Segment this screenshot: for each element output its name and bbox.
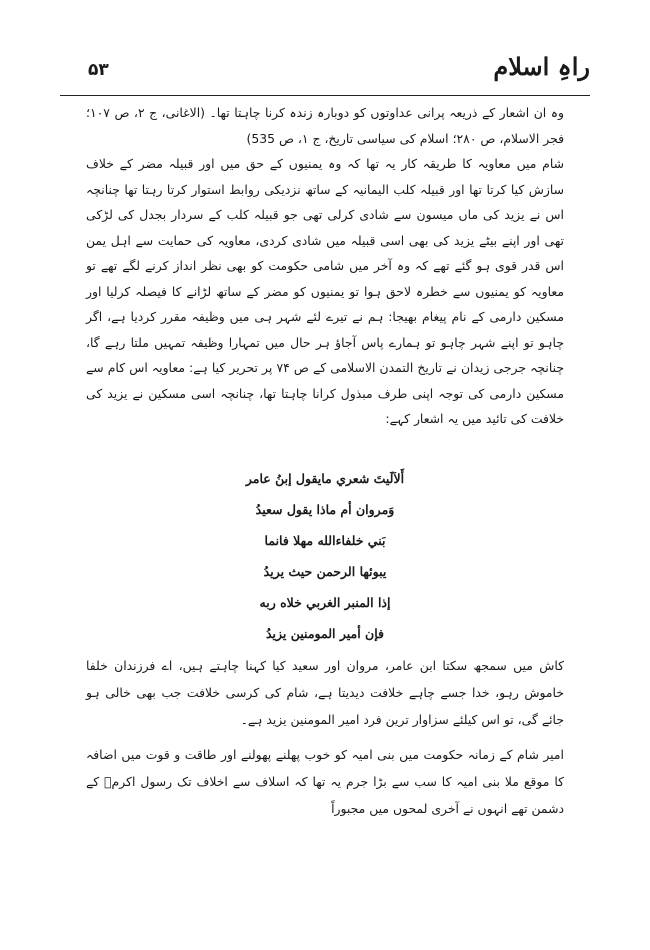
citation-paragraph: وہ ان اشعار کے ذریعہ پرانی عداوتوں کو دوبارہ زندہ کرنا چاہتا تھا۔ (الاغانی، ج ۲، ص ۱۰۷؛ فجر الاسلام، ص ۲۸۰؛ اسلام کی سیاسی تاریخ، ج ۱، ص 535)	[86, 105, 564, 146]
arabic-verses	[86, 463, 564, 649]
header-divider	[60, 95, 590, 96]
verse-line: أَلاَلَيتَ شعري مايقول إبنُ عامر	[245, 471, 405, 486]
paragraph-gap	[86, 733, 564, 741]
running-title: راہِ اسلام	[493, 52, 590, 81]
body-text-top	[86, 100, 564, 432]
translation-paragraph: کاش میں سمجھ سکتا ابن عامر، مروان اور سعید کیا کہنا چاہتے ہیں، اے فرزندان خلفا خاموش رہو، خدا جسے چاہے خلافت دیدیتا ہے، شام کی کرسی خلافت جب بھی خالی ہو جائے گی، تو اس کیلئے سزاوار ترین فرد امیر المومنین یزید ہے۔	[86, 658, 564, 727]
verse-line: إذا المنبر الغربي خلاه ربه	[259, 595, 391, 610]
main-paragraph: شام میں معاویہ کا طریقہ کار یہ تھا کہ وہ یمنیوں کے حق میں اور قبیلہ مضر کے خلاف سازش کیا کرتا تھا اور قبیلہ کلب الیمانیہ کے ساتھ نزدیکی روابط استوار کرتا رہتا تھا چنانچہ اس نے یزید کی ماں میسون سے شادی کرلی تھی جو قبیلہ کلب کے سردار بجدل کی لڑکی تھی اور اپنے بیٹے یزید کی بھی اسی قبیلہ میں شادی کردی، معاویہ کی حمایت سے اہل یمن اس قدر قوی ہو گئے تھے کہ وہ آخر میں شامی حکومت کو بھی نظر انداز کرنے لگے تھے تو معاویہ کو یمنیوں سے خطرہ لاحق ہوا تو یمنیوں کو مضر کے ساتھ لڑانے کا فیصلہ کرلیا اور مسکین دارمی کے نام پیغام بھیجا: ہم نے تیرے لئے شہر ہی میں وظیفہ مقرر کردیا ہے، اگر چاہو تو اپنے شہر چاہو تو ہمارے پاس آجاؤ ہر حال میں تمہارا وظیفہ تمہیں ملتا رہے گا، چنانچہ جرجی زیدان نے تاریخ التمدن الاسلامی کے ص ۷۴ پر تحریر کیا ہے: معاویہ اس کام سے مسکین دارمی کی توجہ اپنی طرف مبذول کرانا چاہتا تھا، چنانچہ اسی مسکین نے یزید کی خلافت کی تائید میں یہ اشعار کہے:	[86, 156, 565, 426]
closing-paragraph: امیر شام کے زمانہ حکومت میں بنی امیہ کو خوب پھلنے پھولنے اور طاقت و قوت میں اضافہ کا موقع ملا بنی امیہ کا سب سے بڑا جرم یہ تھا کہ اسلاف سے اخلاف تک رسول اکرمؐ کے دشمن تھے انہوں نے آخری لمحوں میں مجبوراً	[86, 747, 564, 816]
verse-line: وَمروان أم ماذا يقول سعيدُ	[255, 502, 395, 517]
verse-line: فإن أمير المومنين يزيدُ	[266, 626, 384, 641]
verse-line: يبوئها الرحمن حيث يريدُ	[263, 564, 387, 579]
page-header	[60, 52, 590, 92]
body-text-bottom	[86, 652, 564, 822]
verse-line: بَني خلفاءالله مهلا فانما	[264, 533, 386, 548]
page-number: ۵۳	[88, 60, 109, 80]
